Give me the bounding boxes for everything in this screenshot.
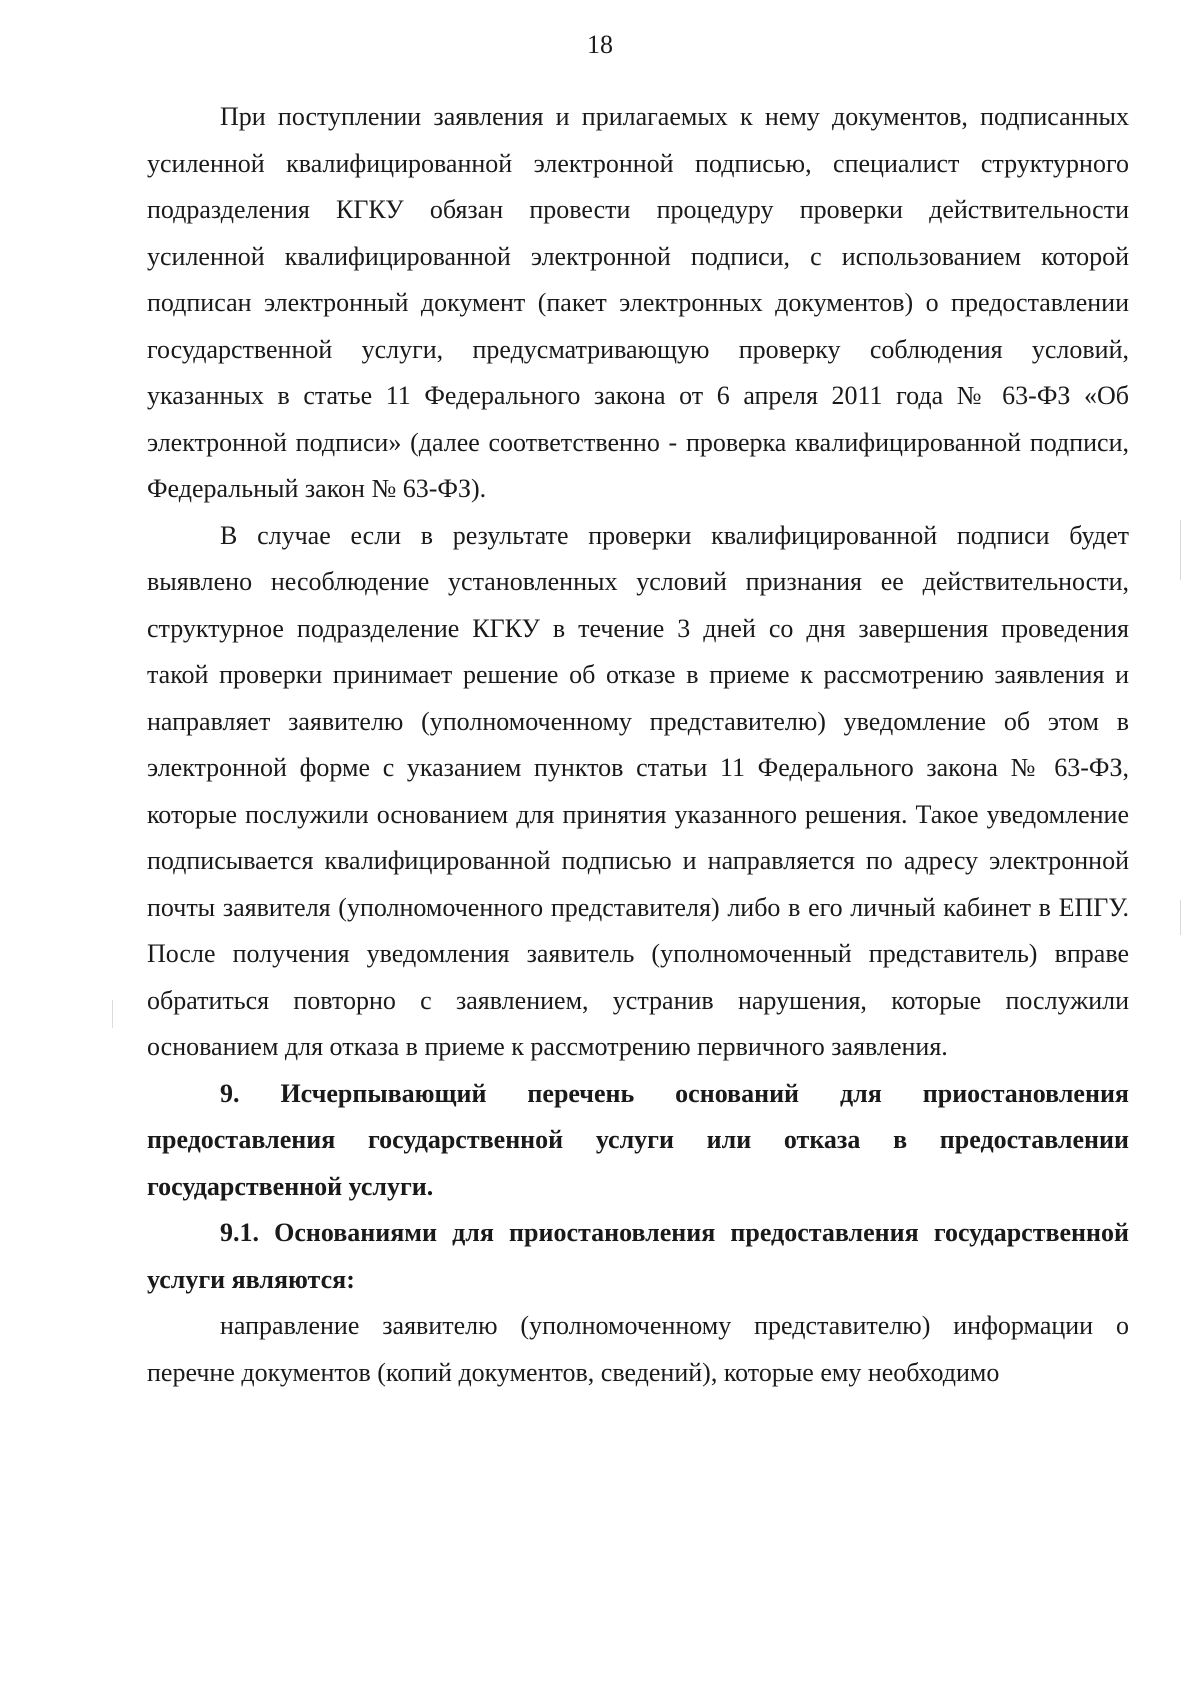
section-9-heading: 9. Исчерпывающий перечень оснований для приостановления предоставления государственной услуги или отказа в предоставлении государственной услуги.: [147, 1078, 1129, 1201]
page-number: 18: [587, 30, 613, 59]
section-9-1-heading: 9.1. Основаниями для приостановления предоставления государственной услуги являются:: [147, 1218, 1129, 1294]
paragraph-signature-verification: При поступлении заявления и прилагаемых к нему документов, подписанных усиленной квалифицированной электронной подписью, специалист структурного подразделения КГКУ обязан провести процедуру проверки действительности усиленной квалифицированной электронной подписи, с использованием которой подписан электронный документ (пакет электронных документов) о предоставлении государственной услуги, предусматривающую проверку соблюдения условий, указанных в статье 11 Федерального закона от 6 апреля 2011 года № 63-ФЗ «Об электронной подписи» (далее соответственно - проверка квалифицированной подписи, Федеральный закон № 63-ФЗ).: [147, 102, 1129, 503]
document-body: [147, 94, 1129, 1396]
paragraph-verification-failure: В случае если в результате проверки квалифицированной подписи будет выявлено несоблюдение установленных условий признания ее действительности, структурное подразделение КГКУ в течение 3 дней со дня завершения проведения такой проверки принимает решение об отказе в приеме к рассмотрению заявления и направляет заявителю (уполномоченному представителю) уведомление об этом в электронной форме с указанием пунктов статьи 11 Федерального закона № 63-ФЗ, которые послужили основанием для принятия указанного решения. Такое уведомление подписывается квалифицированной подписью и направляется по адресу электронной почты заявителя (уполномоченного представителя) либо в его личный кабинет в ЕПГУ. После получения уведомления заявитель (уполномоченный представитель) вправе обратиться повторно с заявлением, устранив нарушения, которые послужили основанием для отказа в приеме к рассмотрению первичного заявления.: [147, 520, 1129, 1061]
section-9-1-paragraph: направление заявителю (уполномоченному представителю) информации о перечне документов (копий документов, сведений), которые ему необходимо: [147, 1311, 1129, 1387]
scan-artifact: [112, 1000, 113, 1028]
scan-artifact: [1180, 520, 1181, 580]
scan-artifact: [1180, 900, 1181, 935]
